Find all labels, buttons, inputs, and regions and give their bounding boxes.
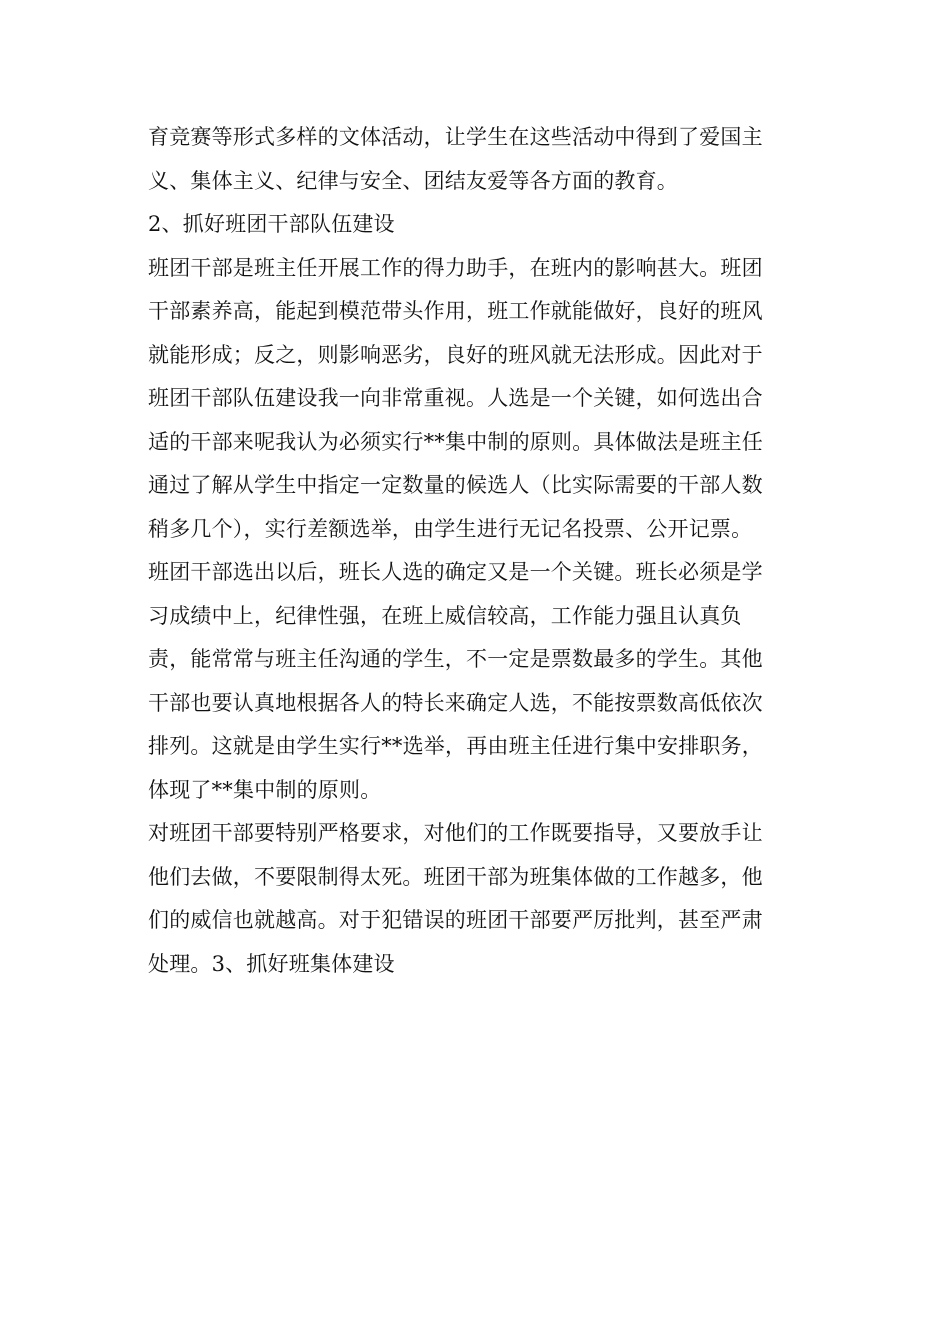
text-line: 责，能常常与班主任沟通的学生，不一定是票数最多的学生。其他 [148,647,763,671]
text-line: 适的干部来呢我认为必须实行**集中制的原则。具体做法是班主任 [148,429,763,454]
text-line: 义、集体主义、纪律与安全、团结友爱等各方面的教育。 [148,168,678,193]
text-line: 们的威信也就越高。对于犯错误的班团干部要严厉批判，甚至严肃 [148,908,763,932]
text-line: 处理。3、抓好班集体建设 [148,951,395,976]
text-line: 班团干部队伍建设我一向非常重视。人选是一个关键，如何选出合 [148,386,763,410]
text-line: 育竞赛等形式多样的文体活动，让学生在这些活动中得到了爱国主 [148,125,763,149]
document-body [148,116,808,986]
section-heading: 2、抓好班团干部队伍建设 [148,212,395,236]
text-line: 他们去做，不要限制得太死。班团干部为班集体做的工作越多，他 [148,864,763,889]
text-line: 班团干部选出以后，班长人选的确定又是一个关键。班长必须是学 [148,560,763,584]
text-line: 干部也要认真地根据各人的特长来确定人选，不能按票数高低依次 [148,690,763,715]
text-line: 通过了解从学生中指定一定数量的候选人（比实际需要的干部人数 [148,473,763,497]
text-line: 班团干部是班主任开展工作的得力助手，在班内的影响甚大。班团 [148,255,763,280]
text-line: 干部素养高，能起到模范带头作用，班工作就能做好，良好的班风 [148,299,763,323]
text-line: 排列。这就是由学生实行**选举，再由班主任进行集中安排职务， [148,734,763,758]
text-line: 体现了**集中制的原则。 [148,777,382,802]
text-line: 稍多几个），实行差额选举，由学生进行无记名投票、公开记票。 [148,516,753,541]
text-line: 就能形成；反之，则影响恶劣，良好的班风就无法形成。因此对于 [148,342,763,367]
text-line: 习成绩中上，纪律性强，在班上威信较高，工作能力强且认真负 [148,603,742,628]
text-line: 对班团干部要特别严格要求，对他们的工作既要指导，又要放手让 [148,821,763,845]
